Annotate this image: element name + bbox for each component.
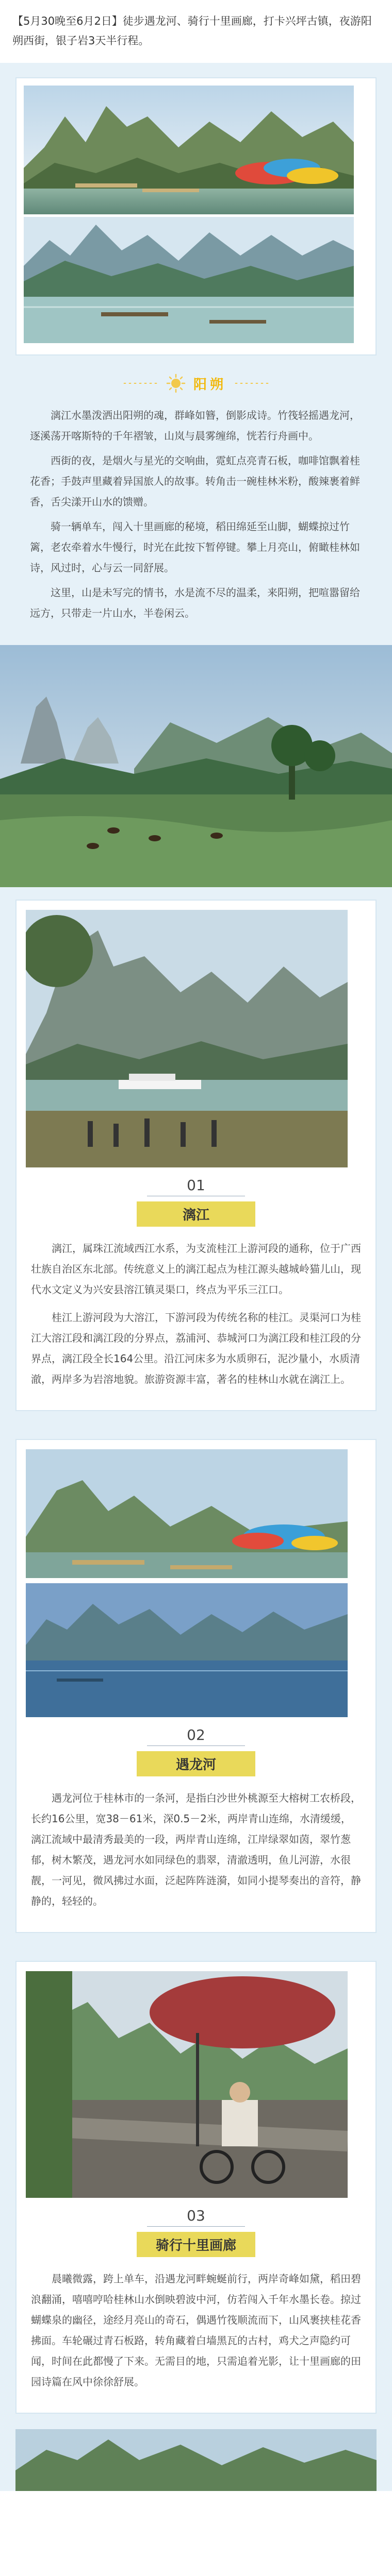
title-dotted-line-right (234, 383, 270, 384)
destination-title-label: 阳朔 (193, 377, 226, 393)
section-paragraph: 桂江上游河段为大溶江，下游河段为传统名称的桂江。灵渠河口为桂江大溶江段和漓江段的分界点，荔浦河、恭城河口为漓江段和桂江段的分界点，漓江段全长164公里。沿江河床多为水质卵石，泥沙量小，水质清澈，两岸多为岩溶地貌。旅游资源丰富，著名的桂林山水就在漓江上。 (31, 1311, 361, 1385)
section-label: 遇龙河 (137, 1751, 255, 1776)
section-paragraph: 晨曦微露，跨上单车，沿遇龙河畔蜿蜒前行，两岸奇峰如黛，稻田碧浪翻涌，嘻嘻哼哈桂林山水倒映碧波中河，仿若闯入千年水墨长卷。掠过蝴蝶泉的幽径，途经月亮山的奇石，偶遇竹筏顺流而下，山风裹挟桂花香拂面。车轮碾过青石板路，转角藏着白墙黑瓦的古村，鸡犬之声隐约可闻，时间在此都慢了下来。无需目的地，只需追着光影，让十里画廊的田园诗篇在风中徐徐舒展。 (31, 2273, 361, 2388)
section-number: 02 (187, 1726, 205, 1743)
cycling-photo (26, 1971, 366, 2198)
section-lijiang (0, 887, 392, 1427)
section-divider (147, 1745, 245, 1746)
title-dotted-line-left (122, 383, 158, 384)
destination-title (15, 373, 377, 394)
karst-landscape-photo (0, 645, 392, 887)
top-photo-card (15, 77, 377, 355)
section-card (15, 900, 377, 1411)
river-rafting-photo (24, 86, 368, 343)
section-card (15, 1439, 377, 1933)
intro-paragraph: 西街的夜，是烟火与星光的交响曲，霓虹点亮青石板，咖啡馆飘着桂花香；手鼓声里藏着异国旅人的故事。转角击一碗桂林米粉，酸辣裹着鲜香，舌尖漾开山水的馈赠。 (30, 454, 360, 508)
intro-text: 【5月30晚至6月2日】徒步遇龙河、骑行十里画廊，打卡兴坪古镇，夜游阳朔西街，银子岩3天半行程。 (12, 15, 372, 47)
section-label: 骑行十里画廊 (137, 2232, 255, 2257)
section-paragraph: 漓江，属珠江流域西江水系，为支流桂江上游河段的通称，位于广西壮族自治区东北部。传统意义上的漓江起点为桂江源头越城岭猫儿山，现代水文定义为兴安县溶江镇灵渠口，终点为平乐三江口。 (31, 1242, 361, 1296)
section-number: 01 (187, 1177, 205, 1194)
section-yulong-river (0, 1427, 392, 1948)
section-divider (147, 2226, 245, 2227)
yulong-rafting-photo (26, 1449, 366, 1717)
lijiang-cruise-photo (26, 910, 366, 1167)
top-photo-panel (0, 63, 392, 645)
bottom-landscape-photo (0, 2429, 392, 2491)
intro-paragraph: 骑一辆单车，闯入十里画廊的秘境，稻田绵延至山脚，蝴蝶掠过竹篱，老农牵着水牛慢行，时光在此按下暂停键。攀上月亮山，俯瞰桂林如诗，风过时，心与云一同舒展。 (30, 520, 360, 574)
section-number: 03 (187, 2207, 205, 2224)
section-card (15, 1961, 377, 2414)
section-paragraph: 遇龙河位于桂林市的一条河，是指白沙世外桃源至大榕树工农桥段，长约16公里，宽38－61米，深0.5－2米，两岸青山连绵，水清缓缓，漓江流域中最清秀最美的一段，两岸青山连绵，江岸绿翠如茵，翠竹葱郁，树木繁茂，遇龙河水如同绿色的翡翠，清澈透明，鱼儿河游，水很靓，一河见，微风拂过水面，泛起阵阵涟漪，如同小提琴奏出的音符，静静的，轻轻的。 (31, 1792, 361, 1907)
intro-paragraph: 这里，山是未写完的情书，水是流不尽的温柔，来阳朔，把喧嚣留给远方，只带走一片山水，半卷闲云。 (30, 586, 360, 619)
intro-paragraph: 漓江水墨泼洒出阳朔的魂，群峰如簪，倒影成诗。竹筏轻摇遇龙河，逐溪荡开喀斯特的千年褶皱，山岚与晨雾缠绵，恍若行舟画中。 (30, 409, 360, 442)
section-label: 漓江 (137, 1201, 255, 1227)
section-cycling-gallery (0, 1948, 392, 2429)
sun-icon (166, 373, 186, 394)
